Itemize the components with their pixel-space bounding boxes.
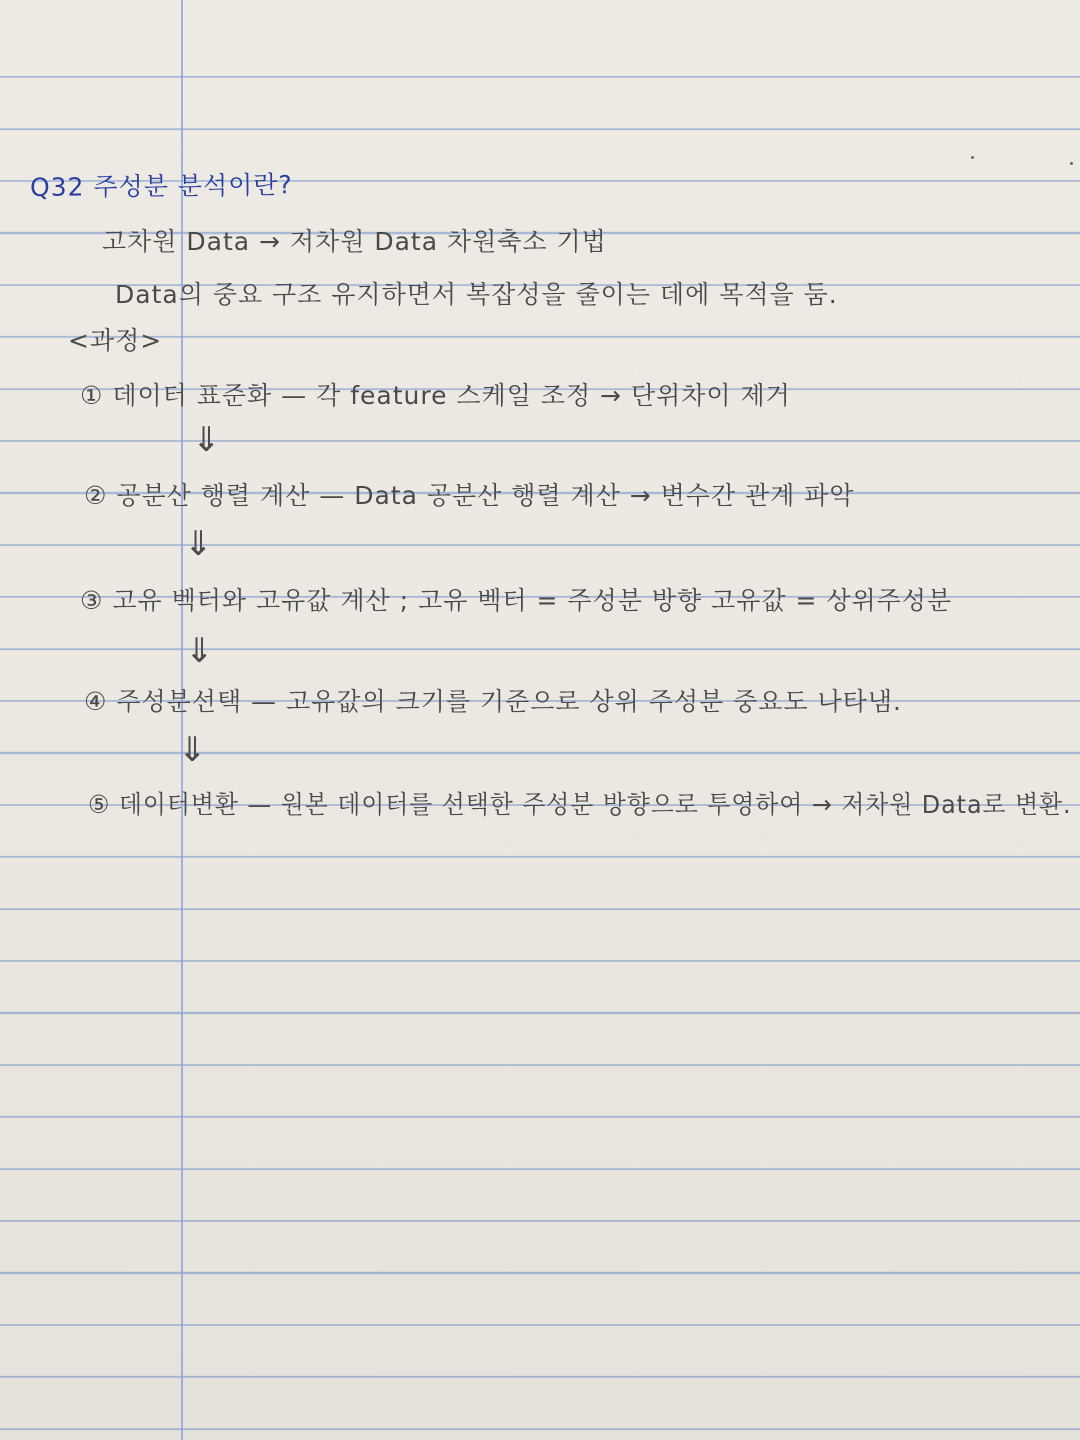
process-heading: <과정> bbox=[68, 326, 163, 355]
down-arrow-icon: ⇓ bbox=[178, 730, 207, 770]
step-2: ② 공분산 행렬 계산 — Data 공분산 행렬 계산 → 변수간 관계 파악 bbox=[84, 481, 855, 510]
step-1: ① 데이터 표준화 — 각 feature 스케일 조정 → 단위차이 제거 bbox=[80, 381, 791, 410]
step-4: ④ 주성분선택 — 고유값의 크기를 기준으로 상위 주성분 중요도 나타냄. bbox=[84, 687, 902, 716]
margin-line bbox=[181, 0, 183, 1440]
paper-speck bbox=[1070, 162, 1073, 165]
question-title: Q32 주성분 분석이란? bbox=[29, 170, 293, 202]
step-3: ③ 고유 벡터와 고유값 계산 ; 고유 벡터 = 주성분 방향 고유값 = 상위주성분 bbox=[80, 586, 953, 615]
purpose-line: Data의 중요 구조 유지하면서 복잡성을 줄이는 데에 목적을 둠. bbox=[115, 280, 838, 309]
down-arrow-icon: ⇓ bbox=[192, 420, 221, 460]
definition-line: 고차원 Data → 저차원 Data 차원축소 기법 bbox=[102, 227, 607, 256]
down-arrow-icon: ⇓ bbox=[185, 631, 214, 671]
paper-speck bbox=[971, 156, 974, 159]
down-arrow-icon: ⇓ bbox=[184, 524, 213, 564]
step-5: ⑤ 데이터변환 — 원본 데이터를 선택한 주성분 방향으로 투영하여 → 저차원 Data로 변환. bbox=[88, 790, 1072, 819]
